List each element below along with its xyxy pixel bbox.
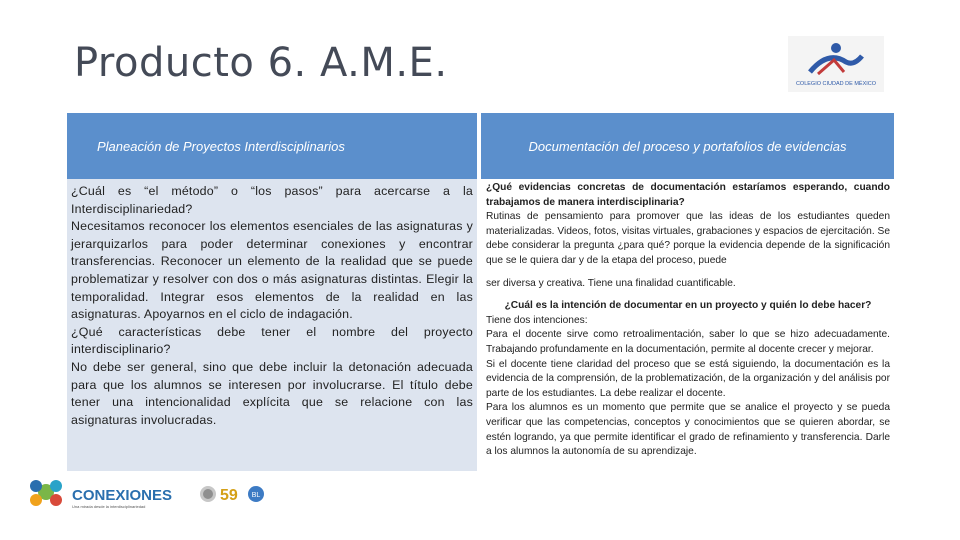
university-seal-icon xyxy=(200,486,216,502)
page-title: Producto 6. A.M.E. xyxy=(74,40,448,86)
content-table xyxy=(67,113,894,471)
documentation-answer-2-alumnos: Para los alumnos es un momento que permite que se analice el proyecto y se pueda verificar que las competencias, conceptos y conocimientos que se quieren abordar, se estén logrando, ya que permite identificar el grado de refinamiento y transferencia. Darle a los alumnos la autonomía de su aprendizaje. xyxy=(486,402,890,458)
header-documentation: Documentación del proceso y portafolios de evidencias xyxy=(481,113,894,179)
documentation-cell xyxy=(481,179,894,471)
planning-answer-1: Necesitamos reconocer los elementos esenciales de las asignaturas y jerarquizarlos para poder determinar conexiones y encontrar transferencias. Reconocer un elemento de la realidad que se puede problematizar y resolver con dos o más asignaturas distintas. Elegir la temporalidad. Integrar esos elementos de la realidad en las asignaturas. Apoyarnos en el ciclo de indagación. xyxy=(71,219,473,322)
documentation-answer-1: Rutinas de pensamiento para promover que las ideas de los estudiantes queden materializadas. Videos, fotos, visitas virtuales, grabaciones y espacios de ejercitación. Se debe considerar la pregunta ¿para qué? porque la evidencia depende de la significación que se le quiera dar y de la etapa del proceso, puede xyxy=(486,211,890,266)
planning-answer-2: No debe ser general, sino que debe incluir la detonación adecuada para que los alumnos se interesen por involucrarse. El título debe tener una intencionalidad explícita que se relacione con las asignaturas involucradas. xyxy=(71,359,473,427)
brand-text: CONEXIONES xyxy=(72,487,173,504)
school-logo-text: COLEGIO CIUDAD DE MÉXICO xyxy=(795,81,877,87)
documentation-answer-2-proceso: Si el docente tiene claridad del proceso que se está siguiendo, la documentación es la evidencia de la comprensión, de la problematización, de la organización y del análisis por parte de los estudiantes. La debe realizar el docente. xyxy=(486,358,890,399)
planning-question-2: ¿Qué características debe tener el nombre del proyecto interdisciplinario? xyxy=(71,324,473,357)
documentation-answer-2-docente: Para el docente sirve como retroalimentación, saber lo que se hizo adecuadamente. Trabajando profundamente en la documentación, permite al docente crecer y mejorar. xyxy=(486,329,890,355)
conexiones-logo-icon xyxy=(30,480,62,506)
documentation-question-2: ¿Cuál es la intención de documentar en un proyecto y quién lo debe hacer? xyxy=(504,300,872,312)
planning-cell xyxy=(67,179,477,471)
school-logo xyxy=(788,36,884,92)
documentation-question-1: ¿Qué evidencias concretas de documentación estaríamos esperando, cuando trabajamos de manera interdisciplinaria? xyxy=(486,182,890,208)
header-planning: Planeación de Proyectos Interdisciplinarios xyxy=(67,113,477,179)
documentation-answer-1b: ser diversa y creativa. Tiene una finalidad cuantificable. xyxy=(486,277,736,289)
brand-tagline: Una mirada desde la interdisciplinariedad xyxy=(72,504,146,509)
documentation-answer-2-intro: Tiene dos intenciones: xyxy=(486,314,588,326)
planning-question-1: ¿Cuál es “el método” o “los pasos” para acercarse a la Interdisciplinariedad? xyxy=(71,184,473,216)
footer-logos xyxy=(10,468,270,530)
bl-badge: BL xyxy=(251,492,261,499)
anniversary-badge: 59 xyxy=(220,487,238,504)
